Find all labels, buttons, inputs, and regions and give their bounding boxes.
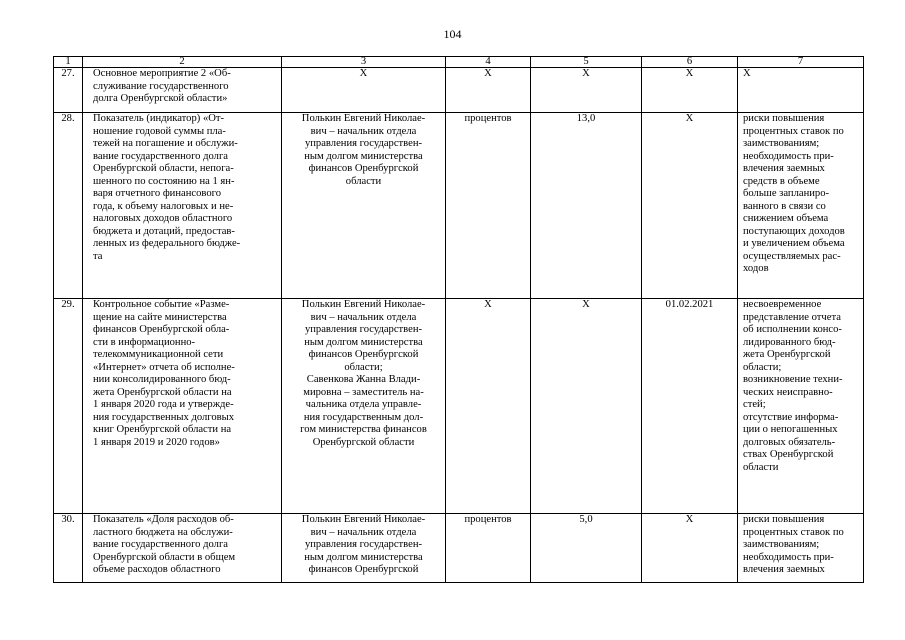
cell-line: ластного бюджета на обслужи- [93,526,233,538]
cell-line: книг Оренбургской области на [93,424,232,435]
header-cell: 4 [446,57,531,68]
cell-line: X [743,68,751,79]
header-cell: 7 [738,57,864,68]
cell-line: бюджета и дотаций, предостав- [93,225,235,237]
risks-cell [738,299,864,514]
cell-line: процентных ставок по [743,125,844,137]
value-cell: 13,0 [531,113,642,299]
cell-line: чальника отдела управле- [305,399,422,410]
date-cell: X [642,514,738,583]
cell-line: Контрольное событие «Разме- [93,299,230,310]
unit-cell: X [446,68,531,113]
value-cell: X [531,299,642,514]
cell-line: Показатель (индикатор) «От- [93,113,225,124]
cell-line: «Интернет» отчета об исполне- [93,361,235,373]
cell-line: года, к объему налоговых и не- [93,200,234,212]
description-cell [83,299,282,514]
row-number-cell: 30. [54,514,83,583]
cell-line: X [359,68,368,79]
cell-line: вание государственного долга [93,150,228,162]
cell-line: Савенкова Жанна Влади- [306,374,421,385]
cell-line: представление отчета [743,311,841,323]
cell-line: несвоевременное [743,299,822,310]
value-cell: 5,0 [531,514,642,583]
row-number-cell: 29. [54,299,83,514]
cell-line: Показатель «Доля расходов об- [93,514,234,525]
cell-line: возникновение техни- [743,374,843,385]
unit-cell: X [446,299,531,514]
responsible-cell [282,113,446,299]
cell-line: об исполнении консо- [743,324,842,335]
description-cell [83,113,282,299]
cell-line: Полькин Евгений Николае- [301,299,426,310]
cell-line: необходимость при- [743,551,834,563]
cell-line: долга Оренбургской области» [93,93,228,104]
cell-line: ния государственных долговых [93,411,235,423]
cell-line: Оренбургской области [312,436,415,448]
cell-line: области [345,175,382,187]
cell-line: лидированного бюд- [743,336,836,348]
cell-line: вич – начальник отдела [310,311,417,323]
table-row [54,113,864,299]
cell-line: осуществляемых рас- [743,250,841,262]
header-cell: 1 [54,57,83,68]
description-cell [83,514,282,583]
cell-line: стей; [743,399,766,410]
cell-line: ным долгом министерства [304,336,423,348]
table-row [54,299,864,514]
header-cell: 3 [282,57,446,68]
program-table [53,56,864,583]
cell-line: необходимость при- [743,150,834,162]
cell-line: вич – начальник отдела [310,526,417,538]
cell-line: процентных ставок по [743,526,844,538]
cell-line: средств в объеме [743,175,820,187]
description-cell [83,68,282,113]
risks-cell [738,514,864,583]
risks-cell [738,68,864,113]
table-row [54,68,864,113]
page-number: 104 [443,27,462,41]
cell-line: финансов Оренбургской обла- [93,324,230,335]
cell-line: ным долгом министерства [304,150,423,162]
cell-line: Основное мероприятие 2 «Об- [93,68,231,79]
unit-cell: процентов [446,514,531,583]
cell-line: поступающих доходов [743,225,845,237]
responsible-cell [282,68,446,113]
header-row [54,57,864,68]
cell-line: тежей на погашение и обслужи- [93,138,238,149]
cell-line: долговых обязатель- [743,436,836,448]
cell-line: шенного по состоянию на 1 ян- [93,175,235,187]
risks-cell [738,113,864,299]
cell-line: управления государствен- [304,324,423,335]
cell-line: ным долгом министерства [304,551,423,563]
cell-line: области; [743,361,782,373]
cell-line: ношение годовой суммы пла- [93,125,226,137]
header-cell: 6 [642,57,738,68]
cell-line: ходов [743,263,769,274]
cell-line: гом министерства финансов [300,424,427,435]
table-row [54,514,864,583]
cell-line: телекоммуникационной сети [93,349,224,360]
cell-line: больше запланиро- [743,188,830,199]
cell-line: области; [344,361,383,373]
cell-line: финансов Оренбургской [308,349,419,360]
cell-line: варя отчетного финансового [93,188,221,199]
cell-line: заимствованиям; [743,539,820,550]
cell-line: жета Оренбургской [743,349,831,360]
row-number-cell: 27. [54,68,83,113]
cell-line: налоговых доходов областного [93,213,233,224]
row-number-cell: 28. [54,113,83,299]
cell-line: финансов Оренбургской [308,564,419,575]
cell-line: ния государственным дол- [303,411,424,423]
cell-line: ции о непогашенных [743,424,838,435]
unit-cell: процентов [446,113,531,299]
value-cell: X [531,68,642,113]
cell-line: риски повышения [743,514,825,525]
cell-line: влечения заемных [743,163,825,174]
cell-line: управления государствен- [304,539,423,550]
responsible-cell [282,514,446,583]
header-cell: 5 [531,57,642,68]
cell-line: вание государственного долга [93,539,228,550]
date-cell: X [642,68,738,113]
cell-line: ванного в связи со [743,200,826,212]
cell-line: ческих неисправно- [743,386,833,398]
cell-line: щение на сайте министерства [93,311,227,323]
cell-line: Полькин Евгений Николае- [301,514,426,525]
responsible-cell [282,299,446,514]
cell-line: Оренбургской области, непога- [93,163,234,174]
cell-line: та [93,250,103,262]
cell-line: риски повышения [743,113,825,124]
cell-line: отсутствие информа- [743,411,839,423]
date-cell: 01.02.2021 [642,299,738,514]
cell-line: служивание государственного [93,80,229,92]
cell-line: финансов Оренбургской [308,163,419,174]
cell-line: сти в информационно- [93,336,196,348]
cell-line: ствах Оренбургской [743,449,834,460]
cell-line: заимствованиям; [743,138,820,149]
cell-line: вич – начальник отдела [310,125,417,137]
cell-line: нии консолидированного бюд- [93,374,231,385]
cell-line: влечения заемных [743,564,825,575]
cell-line: управления государствен- [304,138,423,149]
cell-line: Полькин Евгений Николае- [301,113,426,124]
cell-line: снижением объема [743,213,829,224]
cell-line: объеме расходов областного [93,564,221,575]
cell-line: жета Оренбургской области на [93,386,232,398]
cell-line: 1 января 2019 и 2020 годов» [93,436,220,448]
cell-line: ленных из федерального бюдже- [93,238,241,249]
cell-line: и увеличением объема [743,238,845,249]
cell-line: мировна – заместитель на- [303,386,424,398]
header-cell: 2 [83,57,282,68]
cell-line: Оренбургской области в общем [93,551,236,563]
cell-line: области [743,461,779,473]
date-cell: X [642,113,738,299]
cell-line: 1 января 2020 года и утвержде- [93,399,234,410]
